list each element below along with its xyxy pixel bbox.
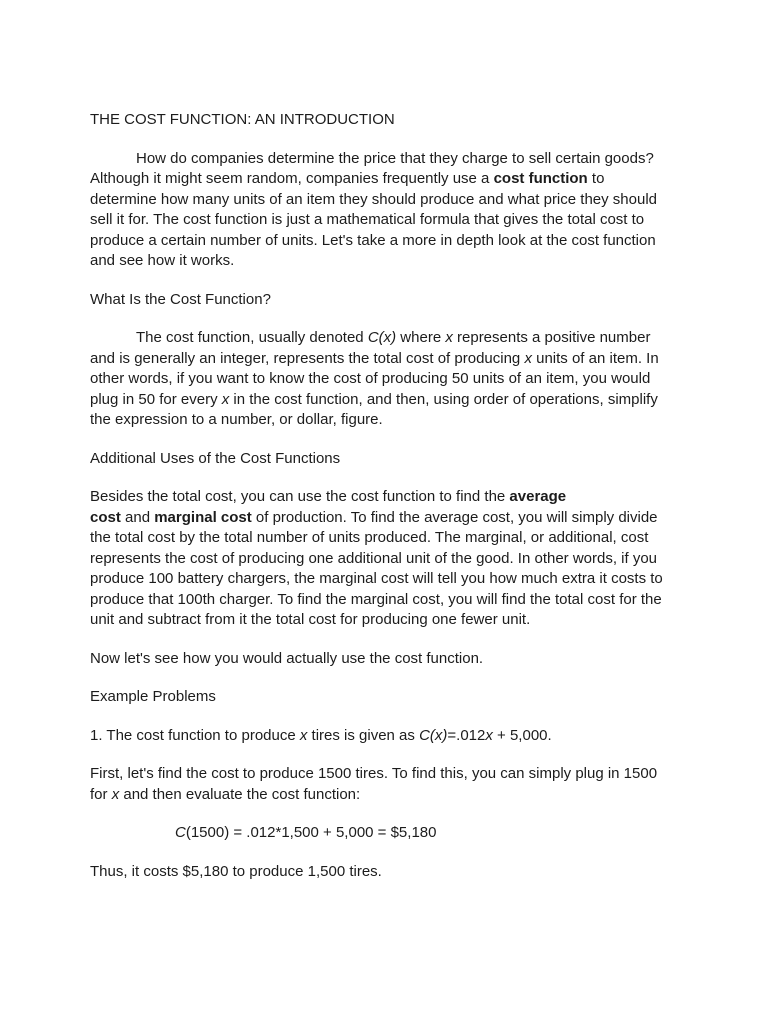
intro-paragraph (90, 149, 768, 272)
text-run: other words, if you want to know the cost of producing 50 units of an item, you would (90, 370, 651, 387)
text-line (90, 569, 768, 590)
heading-line: Example Problems (90, 688, 216, 705)
bold-term-average: average (509, 488, 567, 505)
text-line (90, 231, 768, 252)
definition-paragraph (90, 328, 768, 431)
text-line: Now let's see how you would actually use the cost function. (90, 649, 484, 667)
section-heading-examples (90, 687, 768, 708)
text-run: =.012 (447, 726, 486, 744)
text-line (90, 328, 768, 349)
text-run: sell it for. The cost function is just a mathematical formula that gives the total cost to (90, 211, 645, 228)
text-run: for (90, 785, 112, 803)
text-line (90, 349, 768, 370)
italic-variable: x (485, 726, 493, 744)
conclusion-paragraph (90, 862, 768, 883)
section-heading-additional-uses (90, 449, 768, 470)
text-run: Although it might seem random, companies frequently use a (90, 170, 494, 187)
text-run: units of an item. In (531, 349, 659, 367)
text-line (90, 210, 768, 231)
text-run: produce that 100th charger. To find the marginal cost, you will find the total cost for the (90, 590, 662, 608)
text-run: and is generally an integer, represents the total cost of producing (90, 349, 525, 367)
text-line (90, 549, 768, 570)
text-run: plug in 50 for every (90, 390, 222, 408)
text-run: unit and subtract from it the total cost for producing one fewer unit. (90, 611, 531, 628)
text-run: (1500) = .012*1,500 + 5,000 = $5,180 (185, 824, 437, 841)
text-line (90, 610, 768, 631)
text-run: + 5,000. (492, 726, 552, 744)
text-run: How do companies determine the price that they charge to sell certain goods? (136, 149, 654, 167)
text-line (90, 149, 768, 170)
text-run: and (120, 508, 155, 526)
text-run: and then evaluate the cost function: (119, 785, 361, 803)
text-line (90, 764, 768, 785)
transition-paragraph (90, 649, 768, 670)
text-run: represents a positive number (452, 329, 651, 346)
section-heading-what-is (90, 290, 768, 311)
text-run: to (587, 170, 605, 187)
text-run: 1. The cost function to produce (90, 726, 300, 744)
italic-variable: x (299, 726, 308, 744)
text-line (90, 390, 768, 411)
bold-term-cost: cost (90, 508, 121, 526)
text-line (90, 785, 768, 806)
bold-term-marginal-cost: marginal cost (154, 508, 252, 526)
text-line (90, 369, 768, 390)
italic-variable: x (524, 349, 532, 367)
heading-line: What Is the Cost Function? (90, 290, 271, 308)
text-line (90, 508, 768, 529)
text-run: Besides the total cost, you can use the cost function to find the (90, 488, 510, 505)
bold-term-cost-function: cost function (493, 170, 588, 187)
italic-variable: x (221, 390, 230, 408)
italic-variable: x (445, 329, 453, 346)
text-run: represents the cost of producing one additional unit of the good. In other words, if you (90, 549, 658, 567)
italic-math: C(x) (367, 329, 397, 346)
text-run: First, let's find the cost to produce 1500 tires. To find this, you can simply plug in 1500 (90, 765, 658, 782)
text-line (90, 487, 768, 508)
problem-statement (90, 726, 768, 747)
text-run: the total cost by the total number of units produced. The marginal, or additional, cost (90, 529, 649, 546)
text-run: the expression to a number, or dollar, figure. (90, 411, 383, 428)
equation-line (90, 823, 768, 844)
text-line (90, 726, 768, 747)
cost-equation (90, 823, 768, 844)
text-run: determine how many units of an item they should produce and what price they should (90, 190, 657, 208)
text-line (90, 590, 768, 611)
document-title (90, 110, 768, 131)
title-line: THE COST FUNCTION: AN INTRODUCTION (90, 111, 395, 128)
text-line (90, 528, 768, 549)
italic-math: C(x) (419, 726, 448, 744)
text-line: Thus, it costs $5,180 to produce 1,500 tires. (90, 862, 382, 880)
text-run: of production. To find the average cost, you will simply divide (251, 508, 658, 526)
problem-step-paragraph (90, 764, 768, 805)
text-run: produce 100 battery chargers, the marginal cost will tell you how much extra it costs to (90, 570, 663, 587)
text-line (90, 251, 768, 272)
text-run: where (396, 329, 446, 346)
heading-line: Additional Uses of the Cost Functions (90, 449, 341, 467)
text-run: The cost function, usually denoted (136, 329, 368, 346)
text-run: and see how it works. (90, 252, 235, 269)
additional-uses-paragraph (90, 487, 768, 631)
text-run: tires is given as (307, 726, 420, 744)
text-line (90, 169, 768, 190)
text-run: in the cost function, and then, using order of operations, simplify (229, 390, 658, 408)
italic-math: C (175, 824, 186, 841)
text-line (90, 190, 768, 211)
italic-variable: x (111, 785, 120, 803)
text-line (90, 410, 768, 431)
text-run: produce a certain number of units. Let's take a more in depth look at the cost function (90, 231, 656, 249)
